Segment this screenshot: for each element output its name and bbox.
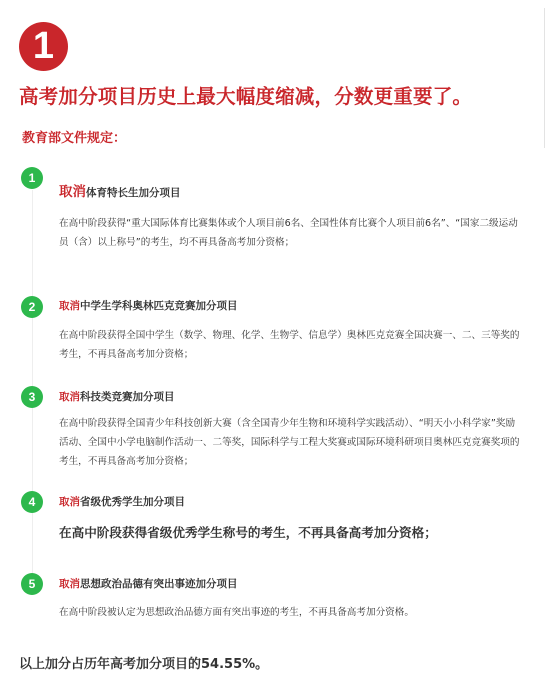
cancel-label: 取消 <box>59 391 80 403</box>
summary-footer: 以上加分占历年高考加分项目的54.55%。 <box>19 657 269 672</box>
item-title <box>59 180 181 200</box>
item-description: 在高中阶段被认定为思想政治品德方面有突出事迹的考生，不再具备高考加分资格。 <box>59 607 414 618</box>
step-number-badge: 2 <box>21 296 43 318</box>
section-subheading: 教育部文件规定： <box>22 131 127 146</box>
item-title-text: 省级优秀学生加分项目 <box>80 496 185 508</box>
step-number-badge: 5 <box>21 573 43 595</box>
item-title-text: 科技类竞赛加分项目 <box>80 391 175 403</box>
item-description: 在高中阶段获得省级优秀学生称号的考生，不再具备高考加分资格； <box>59 525 437 540</box>
item-title <box>59 389 175 404</box>
item-title <box>59 298 238 313</box>
cancel-label: 取消 <box>59 300 80 312</box>
item-description: 在高中阶段获得全国中学生（数学、物理、化学、生物学、信息学）奥林匹克竞赛全国决赛一、二、三等奖的考生，不再具备高考加分资格； <box>59 330 520 360</box>
item-title <box>59 494 185 509</box>
step-number-badge: 3 <box>21 386 43 408</box>
cancel-label: 取消 <box>59 578 80 590</box>
item-title-text: 体育特长生加分项目 <box>86 187 181 199</box>
item-description: 在高中阶段获得“重大国际体育比赛集体或个人项目前6名、全国性体育比赛个人项目前6名”、“国家二级运动员（含）以上称号”的考生，均不再具备高考加分资格； <box>59 218 518 248</box>
cancel-label: 取消 <box>59 184 86 200</box>
page-headline: 高考加分项目历史上最大幅度缩减，分数更重要了。 <box>19 85 473 108</box>
item-description: 在高中阶段获得全国青少年科技创新大赛（含全国青少年生物和环境科学实践活动）、“明天小小科学家”奖励活动、全国中小学电脑制作活动一、二等奖，国际科学与工程大奖赛或国际环境科研项目奥林匹克竞赛奖项的考生，不再具备高考加分资格； <box>59 418 520 467</box>
item-title-text: 思想政治品德有突出事迹加分项目 <box>80 578 238 590</box>
step-number-badge: 4 <box>21 491 43 513</box>
item-title <box>59 576 238 591</box>
step-number-badge: 1 <box>21 167 43 189</box>
right-edge-rule <box>544 8 545 148</box>
cancel-label: 取消 <box>59 496 80 508</box>
item-title-text: 中学生学科奥林匹克竞赛加分项目 <box>80 300 238 312</box>
section-number-badge: 1 <box>19 22 68 71</box>
